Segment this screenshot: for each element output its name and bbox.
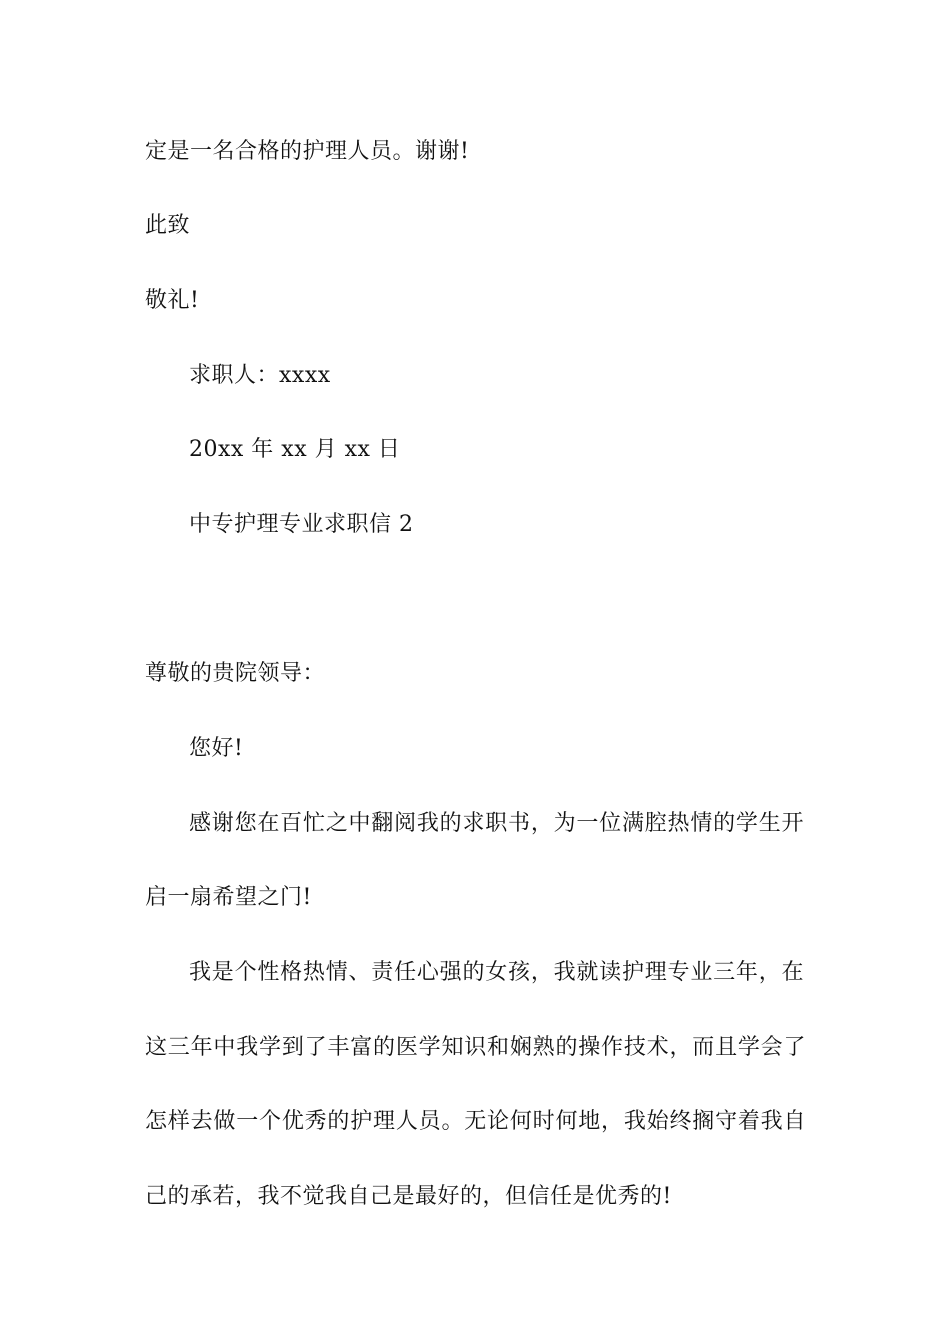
salutation-ci-zhi: 此致 (145, 213, 191, 238)
paragraph-line: 我是个性格热情、责任心强的女孩，我就读护理专业三年，在 (189, 960, 804, 985)
section-title: 中专护理专业求职信 2 (189, 512, 414, 537)
greeting-line: 您好! (189, 736, 244, 761)
salutation-jing-li: 敬礼! (145, 288, 200, 313)
paragraph-line: 己的承若，我不觉我自己是最好的，但信任是优秀的! (145, 1184, 672, 1209)
paragraph-line: 怎样去做一个优秀的护理人员。无论何时何地，我始终搁守着我自 (145, 1109, 806, 1134)
paragraph-line: 启一扇希望之门! (145, 885, 312, 910)
closing-line: 定是一名合格的护理人员。谢谢! (145, 139, 470, 164)
signature-line: 求职人：xxxx (189, 363, 331, 388)
paragraph-line: 感谢您在百忙之中翻阅我的求职书，为一位满腔热情的学生开 (189, 811, 804, 836)
addressee-line: 尊敬的贵院领导： (145, 661, 326, 686)
date-line: 20xx 年 xx 月 xx 日 (189, 437, 401, 462)
paragraph-line: 这三年中我学到了丰富的医学知识和娴熟的操作技术，而且学会了 (145, 1035, 806, 1060)
